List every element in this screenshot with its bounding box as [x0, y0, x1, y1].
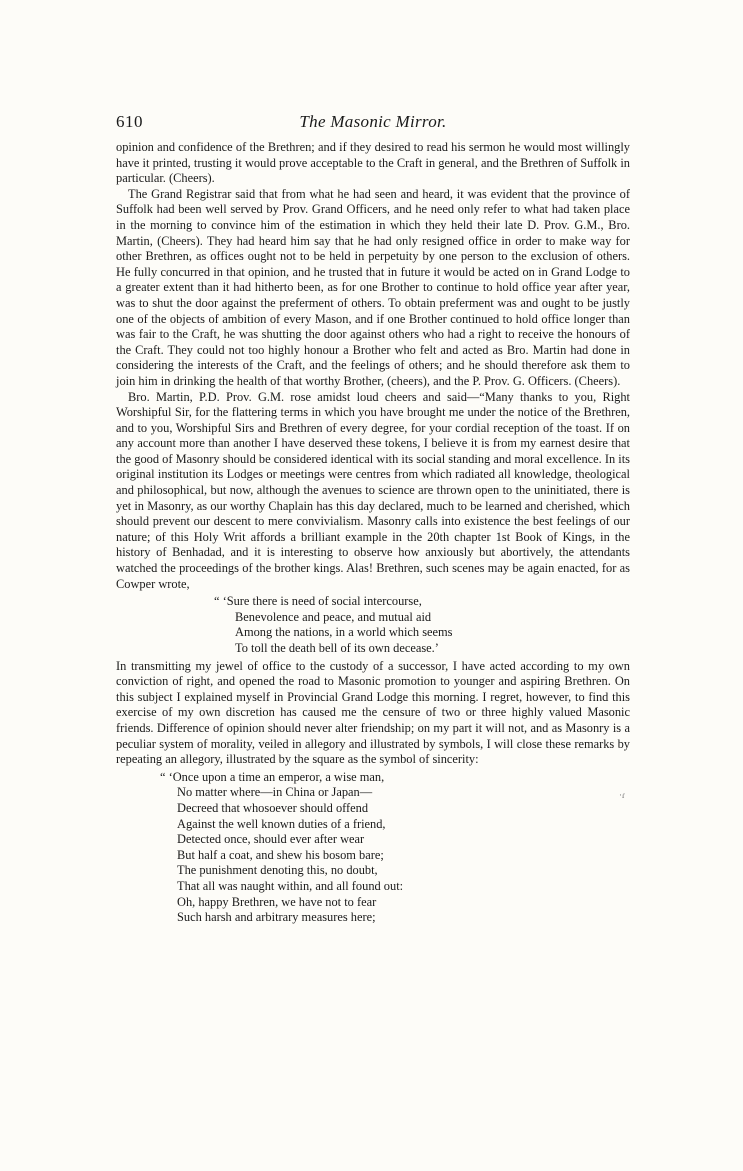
verse-line: Against the well known duties of a friend,	[177, 816, 386, 831]
verse-line: Benevolence and peace, and mutual aid	[235, 609, 432, 624]
verse-line: “ ‘Sure there is need of social intercourse,	[214, 594, 422, 609]
page-number: 610	[116, 112, 143, 131]
verse-line: No matter where—in China or Japan—	[177, 785, 373, 800]
verse-line: Such harsh and arbitrary measures here;	[177, 910, 376, 925]
paragraph-grand-registrar: The Grand Registrar said that from what he had seen and heard, it was evident that the province of Suffolk had been well served by Prov. Grand Officers, and he need only refer to what had taken place in the morning to convince him of the estimation in which they held their late D. Prov. G.M., Bro. Martin, (Cheers). They had heard him say that he had only resigned office in order to make way for other Brethren, as offices ought not to be held in perpetuity by one person to the exclusion of others. He fully concurred in that opinion, and he trusted that in future it would be acted on in Grand Lodge to a greater extent than it had hitherto been, as for one Brother to continue to hold office year after year, was to shut the door against the preferment of others. To obtain preferment was and ought to be justly one of the objects of ambition of every Mason, and if one Brother continued to hold office longer than was fair to the Craft, he was shutting the door against others who had a right to receive the honours of the Craft. They could not too highly honour a Brother who felt and acted as Bro. Martin had done in considering the interests of the Craft, and the feelings of others; and he should therefore ask them to join him in drinking the health of that worthy Brother, (cheers), and the P. Prov. G. Officers. (Cheers).	[116, 186, 630, 388]
verse-line: Decreed that whosoever should offend	[177, 800, 369, 815]
magazine-page	[116, 112, 630, 928]
verse-line: To toll the death bell of its own decease.’	[235, 641, 439, 655]
verse-line: Oh, happy Brethren, we have not to fear	[177, 894, 377, 909]
running-title: The Masonic Mirror.	[299, 112, 447, 131]
article-body	[116, 140, 630, 926]
paragraph-sermon: opinion and confidence of the Brethren; and if they desired to read his sermon he would most willingly have it printed, trusting it would prove acceptable to the Craft in general, and the Brethren of Suffolk in particular. (Cheers).	[116, 140, 630, 186]
paragraph-bro-martin: Bro. Martin, P.D. Prov. G.M. rose amidst loud cheers and said—“Many thanks to you, Right Worshipful Sir, for the flattering terms in which you have brought me under the notice of the Brethren, and to you, Worshipful Sirs and Brethren of every degree, for your cordial reception of the toast. If on any account more than another I have deserved these tokens, I believe it is from my earnest desire that the good of Masonry should be considered identical with its social standing and moral excellence. In its original institution its Lodges or meetings were centres from which radiated all knowledge, theological and philosophical, but now, although the avenues to science are thrown open to the uninitiated, there is yet in Masonry, as our worthy Chaplain has this day declared, much to be learned and cherished, which should prevent our descent to mere convivialism. Masonry calls into existence the best feelings of our nature; of this Holy Writ affords a brilliant example in the 20th chapter 1st Book of Kings, in the history of Benhadad, and it is interesting to observe how anxiously but abortively, the attendants watched the proceedings of the brother kings. Alas! Brethren, such scenes may be again enacted, for as Cowper wrote,	[116, 389, 630, 591]
allegory-verse	[116, 770, 630, 926]
verse-line: Among the nations, in a world which seems	[235, 625, 453, 640]
verse-line: The punishment denoting this, no doubt,	[177, 863, 378, 878]
verse-line: Detected once, should ever after wear	[177, 832, 365, 847]
stray-ink-mark: ·ɾ	[619, 790, 625, 800]
paragraph-jewel-of-office: In transmitting my jewel of office to the custody of a successor, I have acted according to my own conviction of right, and opened the road to Masonic promotion to younger and aspiring Brethren. On this subject I explained myself in Provincial Grand Lodge this morning. I regret, however, to find this exercise of my own discretion has caused me the censure of two or three highly valued Masonic friends. Difference of opinion should never alter friendship; on my part it will not, and as Masonry is a peculiar system of morality, veiled in allegory and illustrated by symbols, I will close these remarks by repeating an allegory, illustrated by the square as the symbol of sincerity:	[116, 658, 630, 767]
cowper-verse	[116, 594, 630, 656]
verse-line: But half a coat, and shew his bosom bare;	[177, 847, 384, 862]
verse-line: “ ‘Once upon a time an emperor, a wise man,	[160, 769, 385, 784]
page-header	[116, 112, 630, 140]
verse-line: That all was naught within, and all found out:	[177, 878, 404, 893]
